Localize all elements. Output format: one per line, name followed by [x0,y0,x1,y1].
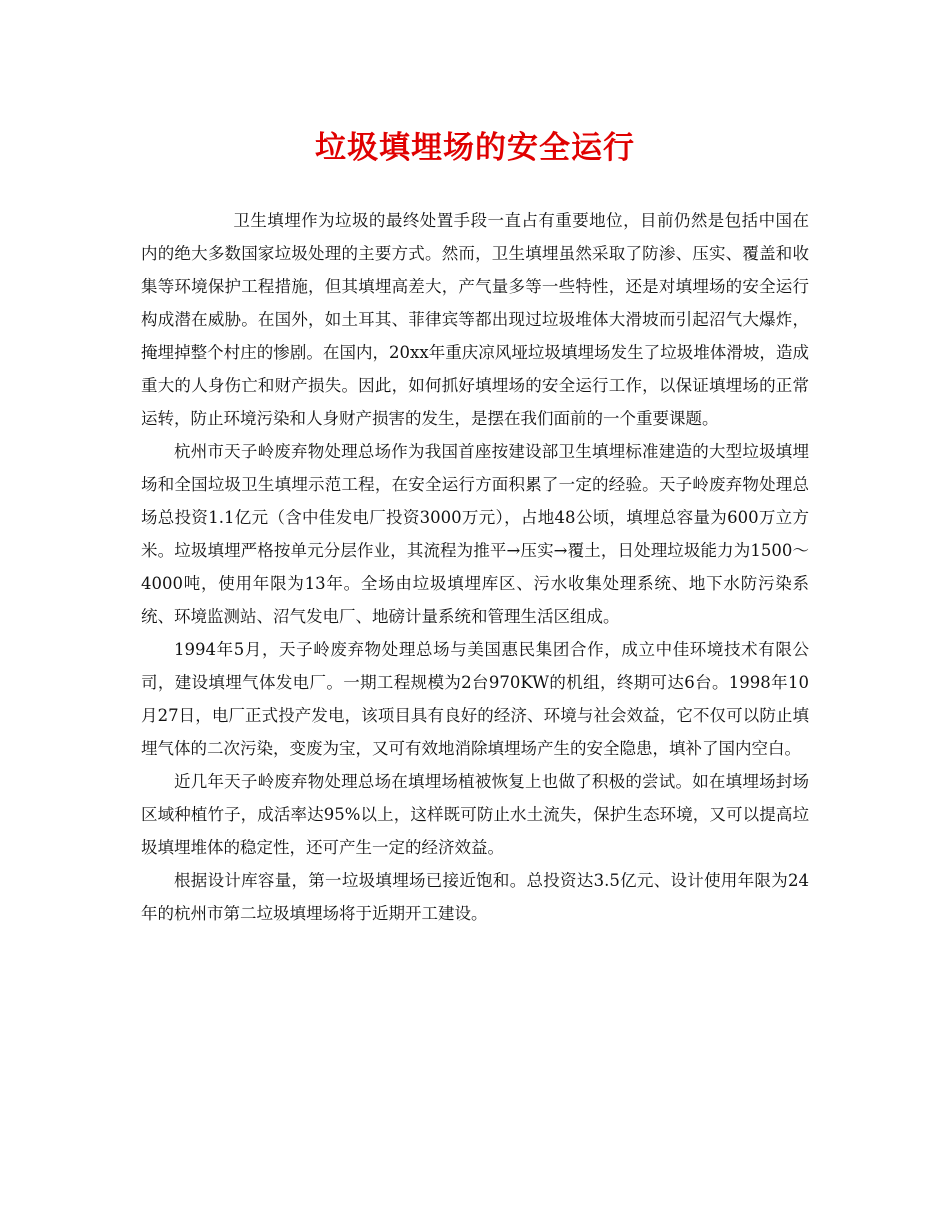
paragraph-intro: 卫生填埋作为垃圾的最终处置手段一直占有重要地位，目前仍然是包括中国在内的绝大多数国家垃圾处理的主要方式。然而，卫生填埋虽然采取了防渗、压实、覆盖和收集等环境保护工程措施，但其填埋高差大，产气量多等一些特性，还是对填埋场的安全运行构成潜在威胁。在国外，如土耳其、菲律宾等都出现过垃圾堆体大滑坡而引起沼气大爆炸，掩埋掉整个村庄的惨剧。在国内，20xx年重庆凉风垭垃圾填埋场发生了垃圾堆体滑坡，造成重大的人身伤亡和财产损失。因此，如何抓好填埋场的安全运行工作，以保证填埋场的正常运转，防止环境污染和人身财产损害的发生，是摆在我们面前的一个重要课题。 [141,211,809,428]
paragraph-tianziling-overview: 杭州市天子岭废弃物处理总场作为我国首座按建设部卫生填埋标准建造的大型垃圾填埋场和全国垃圾卫生填埋示范工程，在安全运行方面积累了一定的经验。天子岭废弃物处理总场总投资1.1亿元（含中佳发电厂投资3000万元），占地48公顷，填埋总容量为600万立方米。垃圾填埋严格按单元分层作业，其流程为推平→压实→覆土，日处理垃圾能力为1500～4000吨，使用年限为13年。全场由垃圾填埋库区、污水收集处理系统、地下水防污染系统、环境监测站、沼气发电厂、地磅计量系统和管理生活区组成。 [141,442,809,626]
document-body [141,204,809,930]
paragraph-vegetation: 近几年天子岭废弃物处理总场在填埋场植被恢复上也做了积极的尝试。如在填埋场封场区域种植竹子，成活率达95%以上，这样既可防止水土流失，保护生态环境，又可以提高垃圾填埋堆体的稳定性，还可产生一定的经济效益。 [141,772,809,857]
document-title: 垃圾填埋场的安全运行 [315,130,635,166]
paragraph-second-landfill: 根据设计库容量，第一垃圾填埋场已接近饱和。总投资达3.5亿元、设计使用年限为24年的杭州市第二垃圾填埋场将于近期开工建设。 [141,871,809,923]
paragraph-power-plant: 1994年5月，天子岭废弃物处理总场与美国惠民集团合作，成立中佳环境技术有限公司，建设填埋气体发电厂。一期工程规模为2台970KW的机组，终期可达6台。1998年10月27日，电厂正式投产发电，该项目具有良好的经济、环境与社会效益，它不仅可以防止填埋气体的二次污染，变废为宝，又可有效地消除填埋场产生的安全隐患，填补了国内空白。 [141,640,809,758]
